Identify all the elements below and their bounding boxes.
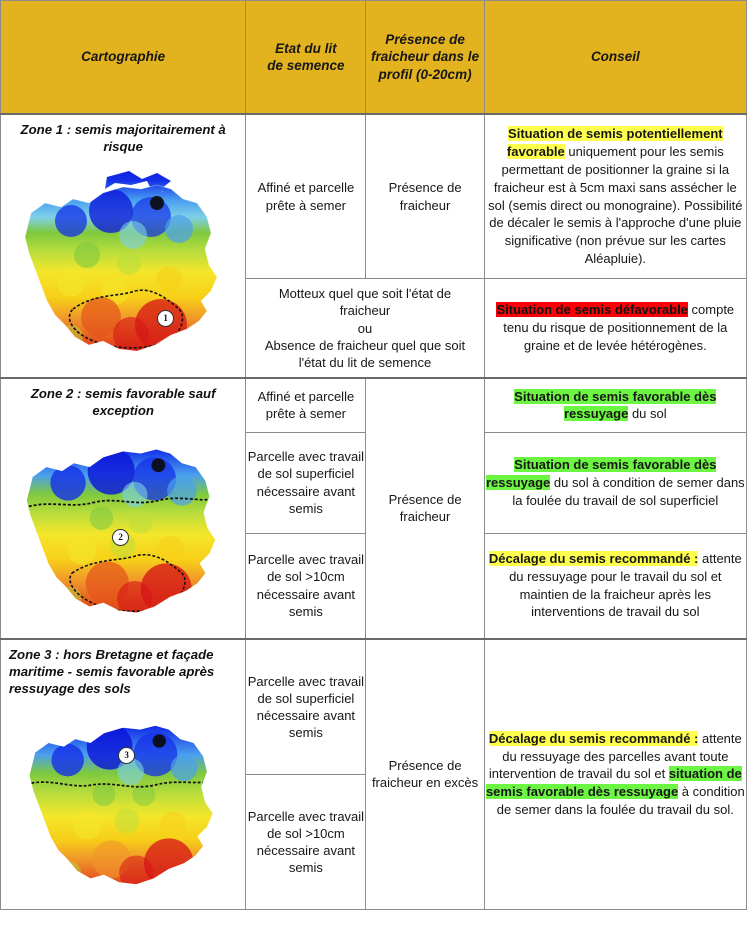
zone-3-conseil-highlight-2: situation de semis favorable dès ressuyage [485,766,742,800]
zone-2-row-1 [1,378,747,432]
zone-3-cartography-cell [1,639,246,910]
zone-3-map [11,701,235,907]
zone-2-conseil-3-highlight: Décalage du semis recommandé : [488,551,699,567]
zone-3-row-1 [1,639,747,775]
zone-2-conseil-1-highlight: Situation de semis favorable dès ressuyage [514,388,717,422]
zone-1-cartography-cell [1,114,246,378]
zone-2-etat-lit-1: Affiné et parcelle prête à semer [246,378,366,432]
zone-3-map-badge: 3 [118,747,135,764]
zone-1-etat-lit-2-l3: ou [357,320,373,336]
zone-2-etat-lit-2: Parcelle avec travail de sol superficiel nécessaire avant semis [246,432,366,533]
zone-2-title: Zone 2 : semis favorable sauf exception [30,386,216,419]
zone-1-etat-lit-1: Affiné et parcelle prête à semer [246,114,366,279]
zone-1-etat-lit-2-l2: fraicheur [339,303,391,319]
zone-2-etat-lit-3: Parcelle avec travail de sol >10cm nécessaire avant semis [246,533,366,638]
france-map-1-svg [11,159,235,375]
zone-1-conseil-1 [484,114,746,279]
zone-2-conseil-2 [484,432,746,533]
zone-3-conseil-highlight-1: Décalage du semis recommandé : [488,730,699,746]
zone-1-conseil-1-text: uniquement pour les semis permettant de positionner la graine si la fraicheur est à 5cm maxi sans assécher le sol (semis direct ou monograine). Possibilité de décaler le semis à l'approche d'une pluie significative (non prévue sur les cartes Aléapluie). [488,144,743,266]
header-presence-fraicheur [366,1,484,115]
zone-2-conseil-3 [484,533,746,638]
france-map-3-fill [16,701,230,907]
header-fraicheur-line2: fraicheur dans le [371,49,480,65]
table-header-row [1,1,747,115]
zone-2-map-badge: 2 [112,529,129,546]
zone-2-conseil-1-text: du sol [628,406,667,422]
zone-2-map [11,424,235,636]
zone-2-cartography-cell [1,378,246,638]
zone-1-map-badge: 1 [157,310,174,327]
france-map-1-fill [11,159,235,375]
zone-1-etat-lit-2-l5: l'état du lit de semence [298,354,432,370]
zone-3-conseil-text-2: à condition de semer dans la foulée du travail du sol. [496,784,745,818]
zone-1-row-1 [1,114,747,279]
france-map-3-svg [11,701,235,907]
zone-1-etat-lit-2-l4: Absence de fraicheur quel que soit [264,337,466,353]
zone-1-etat-lit-2-l1: Motteux quel que soit l'état de [278,286,452,302]
header-etat-line2: de semence [267,58,345,73]
zone-3-conseil-text-1: attente du ressuyage des parcelles avant toute intervention de travail du sol et [488,730,742,782]
zone-2-conseil-2-highlight: Situation de semis favorable dès ressuyage [485,456,717,490]
zone-1-fraicheur-1: Présence de fraicheur [366,114,484,279]
zone-1-conseil-2-highlight: Situation de semis défavorable [496,302,688,318]
zone-1-etat-lit-2 [246,279,484,379]
zone-3-fraicheur: Présence de fraicheur en excès [366,639,484,910]
header-etat-line1: Etat du lit [275,40,337,56]
zone-2-conseil-2-text: du sol à condition de semer dans la foulée du travail de sol superficiel [512,474,745,508]
zone-1-map [11,159,235,375]
zone-3-etat-lit-1: Parcelle avec travail de sol superficiel nécessaire avant semis [246,639,366,775]
zone-1-conseil-1-highlight: Situation de semis potentiellement favorable [506,126,723,160]
header-cartographie: Cartographie [1,1,246,115]
zone-1-title: Zone 1 : semis majoritairement à risque [20,122,226,155]
header-fraicheur-line3: profil (0-20cm) [378,66,472,82]
zone-3-etat-lit-2: Parcelle avec travail de sol >10cm nécessaire avant semis [246,775,366,910]
header-etat-lit-semence [246,1,366,115]
zone-2-fraicheur: Présence de fraicheur [366,378,484,638]
zone-2-conseil-3-text: attente du ressuyage pour le travail du sol et maintien de la fraicheur après les interventions de travail du sol [509,551,742,620]
zone-1-conseil-2-text: compte tenu du risque de positionnement de la graine et de levée hétérogènes. [503,302,735,354]
zone-1-conseil-2 [484,279,746,379]
zone-3-title: Zone 3 : hors Bretagne et façade maritime - semis favorable après ressuyage des sols [9,646,215,696]
zone-3-conseil [484,639,746,910]
header-fraicheur-line1: Présence de [385,32,465,48]
zone-2-conseil-1 [484,378,746,432]
header-conseil: Conseil [484,1,746,115]
